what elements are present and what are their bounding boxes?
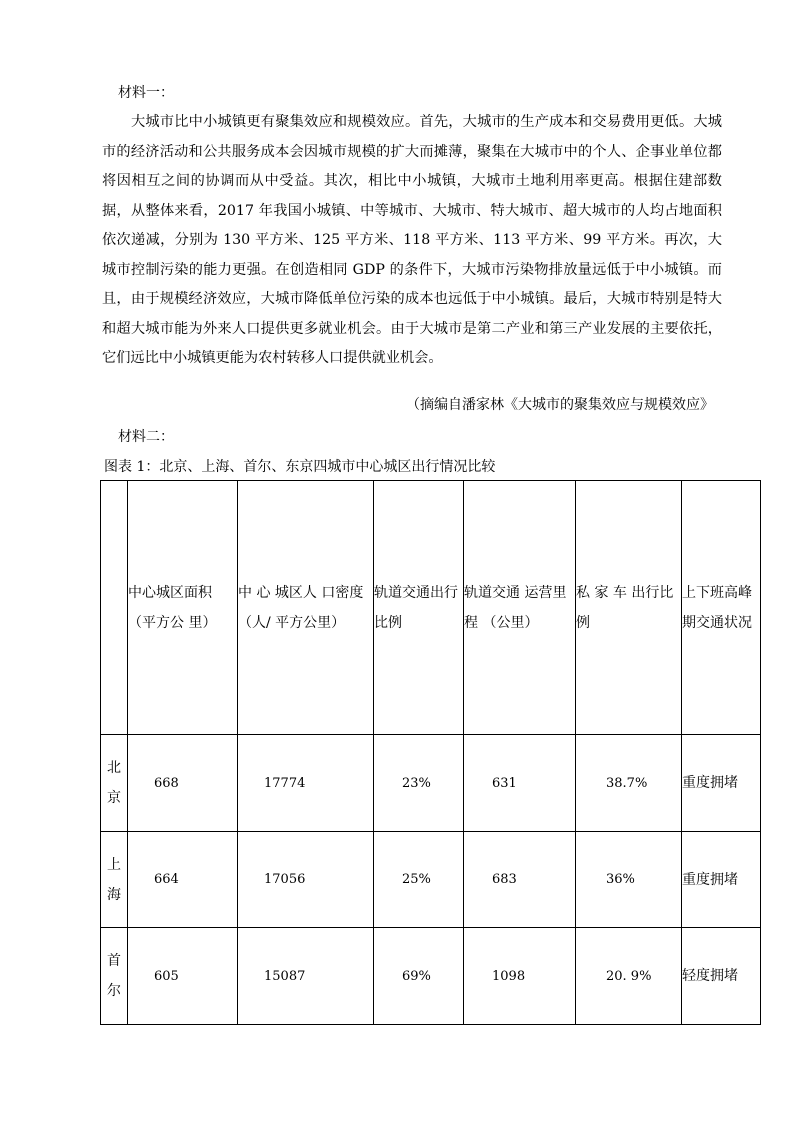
density-cell: 17774 [238,735,374,832]
rail-km-cell: 683 [464,832,576,928]
corner-cell [101,481,128,735]
rail-km-cell: 631 [464,735,576,832]
density-cell: 17056 [238,832,374,928]
rail-km-cell: 1098 [464,928,576,1025]
table-caption: 图表 1：北京、上海、首尔、东京四城市中心城区出行情况比较 [104,459,496,475]
traffic-cell: 轻度拥堵 [682,928,761,1025]
material1-source: （摘编自潘家林《大城市的聚集效应与规模效应》 [406,397,714,413]
area-cell: 664 [128,832,238,928]
header-rail-km: 轨道交通 运营里程 （公里） [464,481,576,735]
material1-paragraph: 大城市比中小城镇更有聚集效应和规模效应。首先，大城市的生产成本和交易费用更低。大城市的经济活动和公共服务成本会因城市规模的扩大而摊薄，聚集在大城市中的个人、企事业单位都将因相互之间的协调而从中受益。其次，相比中小城镇，大城市土地利用率更高。根据住建部数据，从整体来看，2017 年我国小城镇、中等城市、大城市、特大城市、超大城市的人均占地面积依次递减，分别为 130 平方米、125 平方米、118 平方米、113 平方米、99 平方米。再次，大城市控制污染的能力更强。在创造相同 GDP 的条件下，大城市污染物排放量远低于中小城镇。而且，由于规模经济效应，大城市降低单位污染的成本也远低于中小城镇。最后，大城市特别是特大和超大城市能为外来人口提供更多就业机会。由于大城市是第二产业和第三产业发展的主要依托，它们远比中小城镇更能为农村转移人口提供就业机会。 [102,114,722,366]
density-cell: 15087 [238,928,374,1025]
traffic-cell: 重度拥堵 [682,832,761,928]
header-area: 中心城区面积（平方公 里） [128,481,238,735]
area-cell: 605 [128,928,238,1025]
header-density: 中 心 城区人 口密度（人/ 平方公里） [238,481,374,735]
table-header-row [101,481,761,735]
rail-share-cell: 69% [374,928,464,1025]
city-cell: 首尔 [101,928,128,1025]
header-rail-share: 轨道交通出行比例 [374,481,464,735]
car-share-cell: 36% [576,832,682,928]
table-row [101,928,761,1025]
header-traffic: 上下班高峰期交通状况 [682,481,761,735]
traffic-cell: 重度拥堵 [682,735,761,832]
comparison-table [100,480,761,1025]
table-row [101,735,761,832]
material1-label: 材料一： [118,85,174,101]
material2-label: 材料二： [118,429,174,445]
city-cell: 北京 [101,735,128,832]
header-car-share: 私 家 车 出行比例 [576,481,682,735]
car-share-cell: 38.7% [576,735,682,832]
rail-share-cell: 25% [374,832,464,928]
area-cell: 668 [128,735,238,832]
table-row [101,832,761,928]
rail-share-cell: 23% [374,735,464,832]
city-cell: 上海 [101,832,128,928]
car-share-cell: 20. 9% [576,928,682,1025]
table-wrapper [100,480,752,1026]
